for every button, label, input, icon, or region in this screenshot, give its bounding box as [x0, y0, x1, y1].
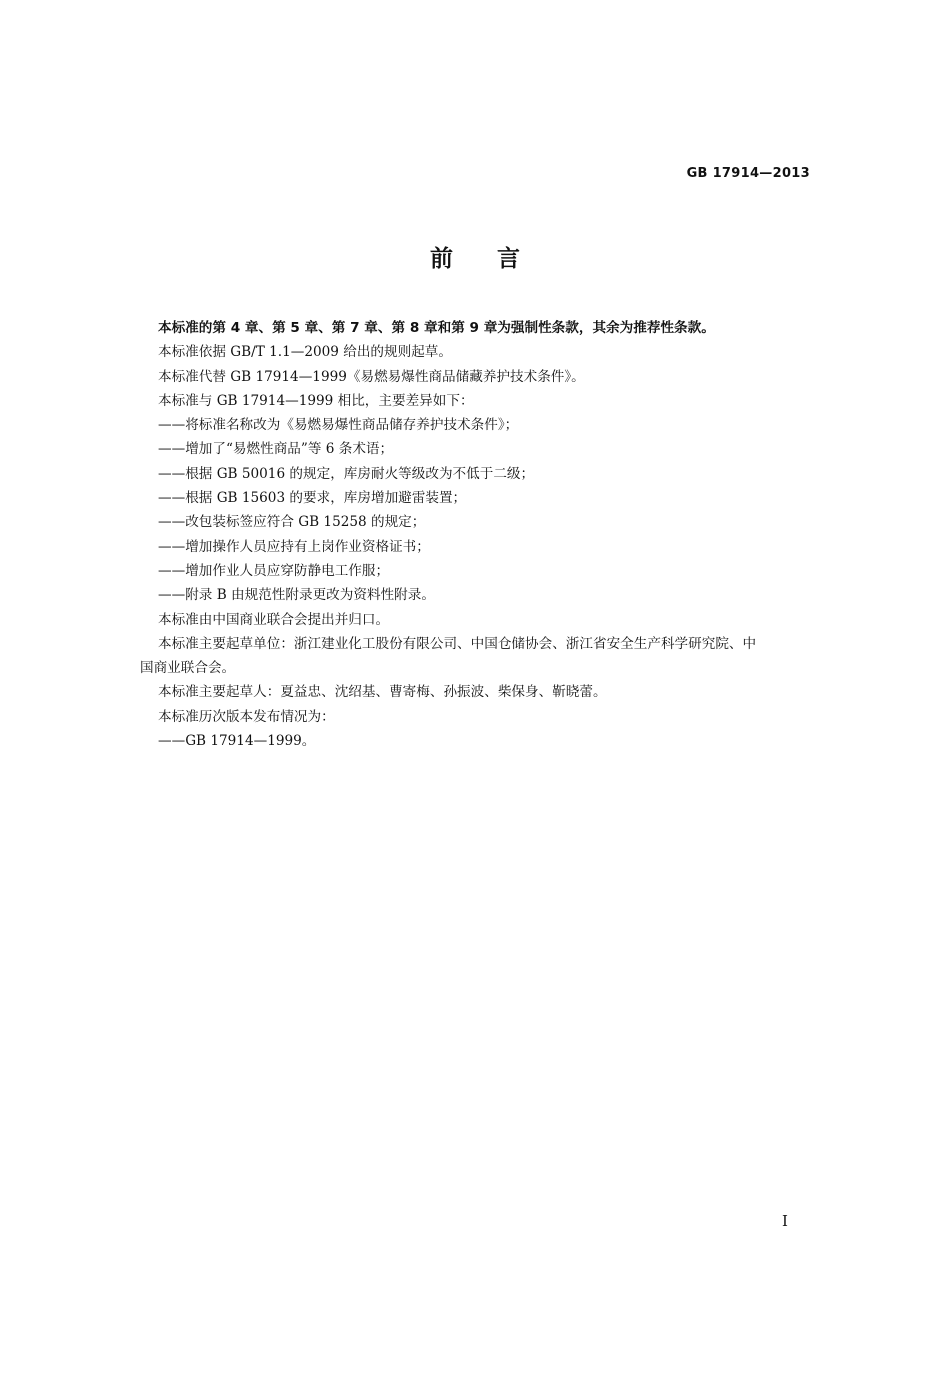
- page-number: I: [782, 1212, 788, 1230]
- preface-body: [140, 316, 810, 753]
- difference-item: ——增加作业人员应穿防静电工作服；: [158, 562, 390, 579]
- difference-item: ——增加了“易燃性商品”等 6 条术语；: [158, 441, 394, 458]
- difference-item: ——附录 B 由规范性附录更改为资料性附录。: [158, 587, 435, 604]
- page-title: 前言: [430, 246, 564, 272]
- difference-item: ——增加操作人员应持有上岗作业资格证书；: [158, 538, 430, 555]
- document-code: GB 17914—2013: [686, 166, 810, 181]
- history-intro: 本标准历次版本发布情况为：: [158, 708, 335, 725]
- history-item: ——GB 17914—1999。: [158, 733, 316, 750]
- drafting-rule-statement: 本标准依据 GB/T 1.1—2009 给出的规则起草。: [158, 344, 452, 361]
- drafting-units-continuation: 国商业联合会。: [140, 660, 236, 677]
- replaces-statement: 本标准代替 GB 17914—1999《易燃易爆性商品储藏养护技术条件》。: [158, 368, 585, 385]
- drafting-units-statement: 本标准主要起草单位：浙江建业化工股份有限公司、中国仓储协会、浙江省安全生产科学研究院、中: [158, 635, 757, 652]
- proposer-statement: 本标准由中国商业联合会提出并归口。: [158, 611, 390, 628]
- differences-intro: 本标准与 GB 17914—1999 相比，主要差异如下：: [158, 392, 474, 409]
- mandatory-clauses-statement: 本标准的第 4 章、第 5 章、第 7 章、第 8 章和第 9 章为强制性条款，其余为推荐性条款。: [158, 320, 715, 336]
- drafters-statement: 本标准主要起草人：夏益忠、沈绍基、曹寄梅、孙振波、柴保身、靳晓蕾。: [158, 684, 607, 701]
- difference-item: ——改包装标签应符合 GB 15258 的规定；: [158, 514, 426, 531]
- difference-item: ——将标准名称改为《易燃易爆性商品储存养护技术条件》；: [158, 417, 519, 434]
- difference-item: ——根据 GB 15603 的要求，库房增加避雷装置；: [158, 490, 467, 507]
- difference-item: ——根据 GB 50016 的规定，库房耐火等级改为不低于二级；: [158, 465, 535, 482]
